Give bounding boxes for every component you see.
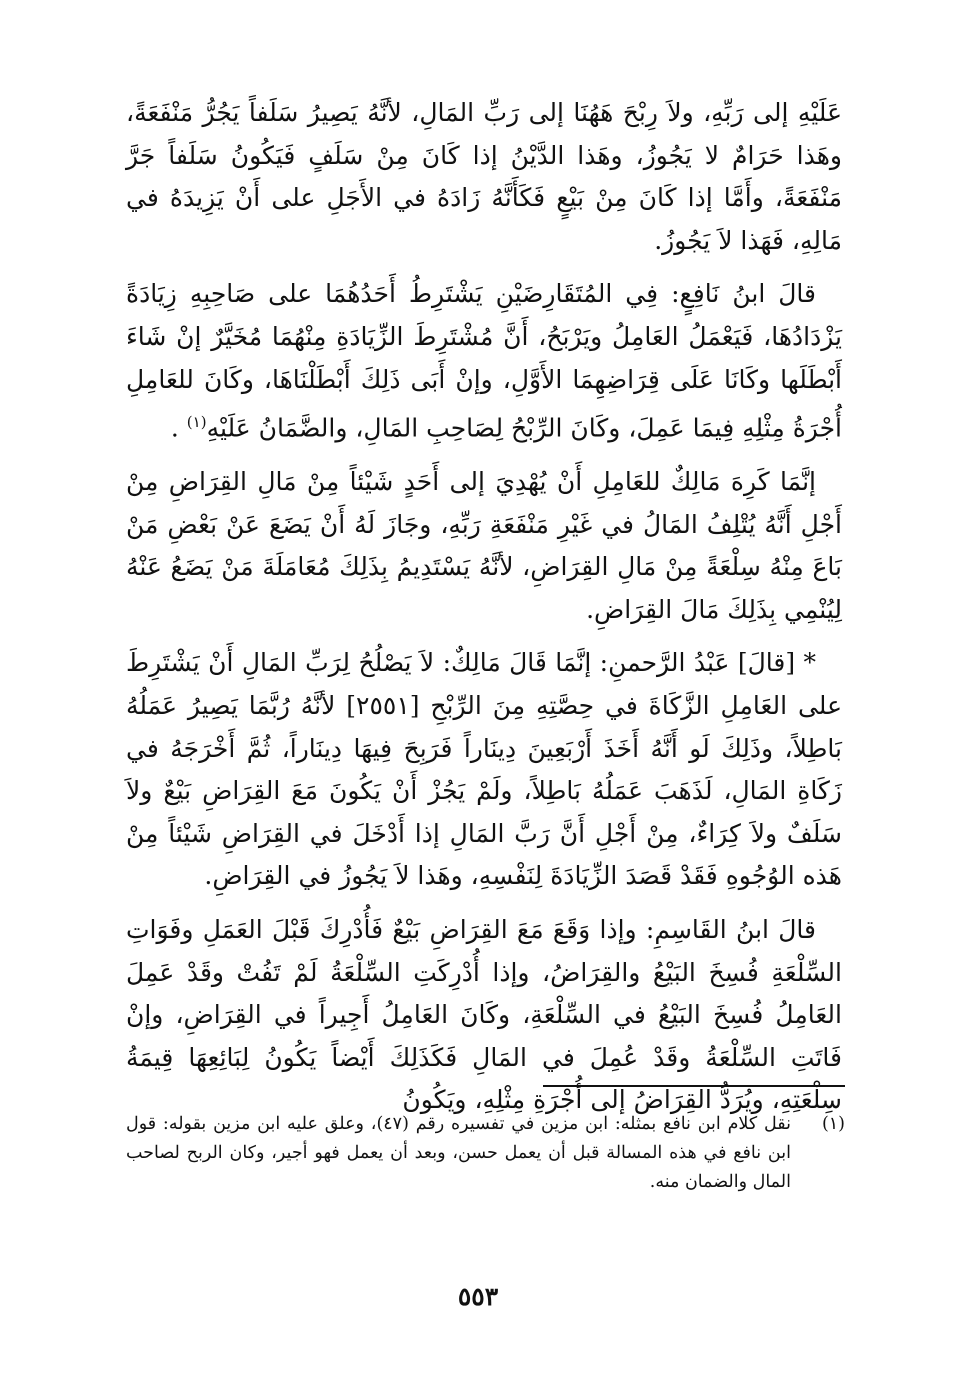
paragraph-2 xyxy=(126,273,842,450)
paragraph-2-ending: . xyxy=(170,413,187,443)
paragraph-3 xyxy=(126,461,842,631)
footnote-separator xyxy=(543,1085,845,1087)
footnote-reference: (١) xyxy=(186,413,207,432)
footnote-marker: (١) xyxy=(821,1114,845,1134)
paragraph-1-text: عَلَيْهِ إلى رَبِّهِ، ولاَ رِبْحَ هَهُنَا إلى رَبِّ المَالِ، لأنَّهُ يَصِيرُ سَلَفاً يَجُرُّ مَنْفَعَةً، وهَذا حَرَامٌ لا يَجُوزُ، وهَذا الدَّيْنُ إذا كَانَ مِنْ سَلَفٍ فَيَكُونُ سَلَفاً جَرَّ مَنْفَعَةً، وأَمَّا إذا كَانَ مِنْ بَيْعٍ فَكَأَنَّهُ زَادَهُ في الأَجَلِ على أَنْ يَزِيدَهُ في مَالِهِ، فَهَذا لاَ يَجُوزُ. xyxy=(126,98,842,255)
footnote xyxy=(126,1110,845,1197)
paragraph-5 xyxy=(126,909,842,1122)
paragraph-4 xyxy=(126,642,842,898)
paragraph-4-text: * [قالَ] عَبْدُ الرَّحمنِ: إنَّمَا قَالَ مَالِكٌ: لاَ يَصْلُحُ لِرَبِّ المَالِ أَنْ يَشْتَرِطَ على العَامِلِ الزَّكَاةَ في حِصَّتِهِ مِنَ الرِّبْحِ [٢٥٥١] لأنَّهُ رُبَّمَا يَصِيرُ عَمَلُهُ بَاطِلاً، وذَلِكَ لَو أَنَّهُ أَخَذَ أَرْبَعِينَ دِينَاراً فَرَبِحَ فِيهَا دِينَاراً، ثُمَّ أَخْرَجَهُ في زَكَاةِ المَالِ، لَذَهَبَ عَمَلُهُ بَاطِلاً، ولَمْ يَجُزْ أَنْ يَكُونَ مَعَ القِرَاضِ بَيْعٌ ولاَ سَلَفٌ ولاَ كِرَاءٌ، مِنْ أَجْلِ أَنَّ رَبَّ المَالِ إذا أَدْخَلَ في القِرَاضِ شَيْئاً مِنْ هَذه الوُجُوهِ فَقَدْ قَصَدَ الزِّيَادَةَ لِنَفْسِهِ، وهَذا لاَ يَجُوزُ في القِرَاضِ. xyxy=(126,648,842,891)
page-number: ٥٥٣ xyxy=(457,1282,499,1311)
paragraph-5-text: قالَ ابنُ القَاسِمِ: وإذا وَقَعَ مَعَ القِرَاضِ بَيْعٌ فَأُدْرِكَ قَبْلَ العَمَلِ وفَوَاتِ السِّلْعَةِ فُسِخَ البَيْعُ والقِرَاضُ، وإذا أُدْرِكَتِ السِّلْعَةُ لَمْ تَفُتْ وقَدْ عَمِلَ العَامِلُ فُسِخَ البَيْعُ في السِّلْعَةِ، وكَانَ العَامِلُ أَجِيراً في القِرَاضِ، وإنْ فَاتَتِ السِّلْعَةُ وقَدْ عُمِلَ في المَالِ فَكَذَلِكَ أَيْضاً يَكُونُ لِبَائِعِهَا قِيمَةُ سِلْعَتِهِ، ويُرَدُّ القِرَاضُ إلى أُجْرَةِ مِثْلِهِ، ويَكُونُ xyxy=(126,915,842,1115)
main-text xyxy=(126,92,842,1133)
paragraph-3-text: إنَّمَا كَرِهَ مَالِكٌ للعَامِلِ أَنْ يُهْدِيَ إلى أَحَدٍ شَيْئاً مِنْ مَالِ القِرَاضِ مِنْ أَجْلِ أَنَّهُ يُتْلِفُ المَالُ في غَيْرِ مَنْفَعَةِ رَبِّهِ، وجَازَ لَهُ أَنْ يَضَعَ عَنْ بَعْضِ مَنْ بَاعَ مِنْهُ سِلْعَةً مِنْ مَالِ القِرَاضِ، لأنَّهُ يَسْتَدِيمُ بِذَلِكَ مُعَامَلَةَ مَنْ يَضَعُ عَنْهُ لِيُنْمِي بِذَلِكَ مَالَ القِرَاضِ. xyxy=(126,467,842,624)
footnote-text: نقل كلام ابن نافع بمثله: ابن مزين في تفسيره رقم (٤٧)، وعلق عليه ابن مزين بقوله: قول ابن نافع في هذه المسالة قبل أن يعمل حسن، وبعد أن يعمل فهو أجير، وكان الربح لصاحب المال والضمان منه. xyxy=(126,1114,791,1192)
paragraph-1 xyxy=(126,92,842,262)
paragraph-2-text: قالَ ابنُ نَافِعٍ: فِي المُتَقَارِضَيْنِ يَشْتَرِطُ أَحَدُهُمَا على صَاحِبِهِ زِيَادَةً يَزْدَادُهَا، فَيَعْمَلُ العَامِلُ ويَرْبَحُ، أَنَّ مُشْتَرِطَ الزِّيَادَةِ مِنْهُمَا مُخَيَّرٌ إنْ شَاءَ أَبْطَلَها وكَانَا عَلَى قِرَاضِهِمَا الأَوَّلِ، وإنْ أَبَى ذَلِكَ أَبْطَلْنَاهَا، وكَانَ للعَامِلِ أُجْرَةُ مِثْلِهِ فِيمَا عَمِلَ، وكَانَ الرِّبْحُ لِصَاحِبِ المَالِ، والضَّمَانُ عَلَيْهِ xyxy=(126,279,842,443)
